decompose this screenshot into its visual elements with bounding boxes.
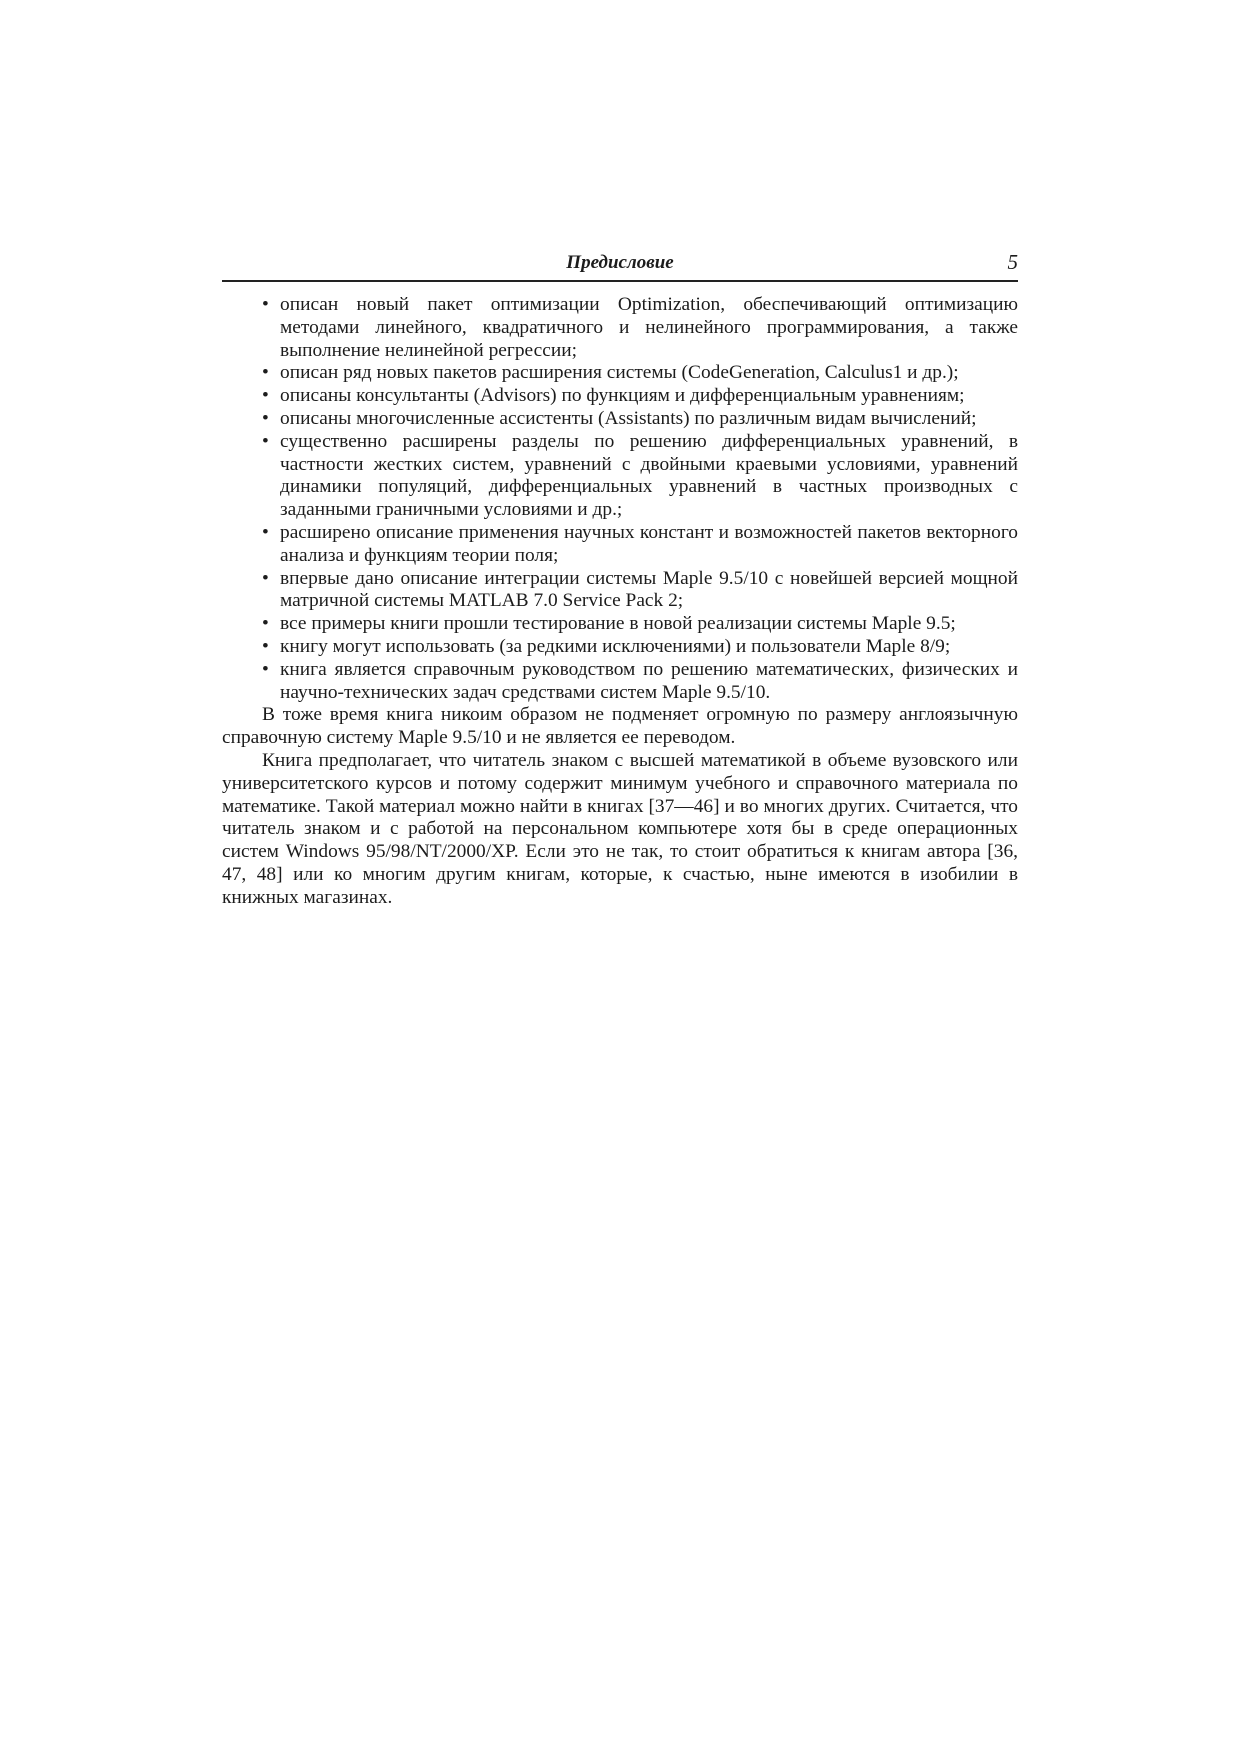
list-item-text: все примеры книги прошли тестирование в новой реализации системы Maple 9.5;: [280, 613, 956, 635]
list-item-text: описаны многочисленные ассистенты (Assistants) по различным видам вычислений;: [280, 407, 977, 429]
list-item: [262, 407, 1018, 431]
list-item-text: впервые дано описание интеграции системы Maple 9.5/10 с новейшей версией мощной матричной системы MATLAB 7.0 Service Pack 2;: [280, 567, 1018, 612]
running-title: Предисловие: [566, 252, 674, 273]
list-item: [262, 362, 1018, 385]
body-paragraph: Книга предполагает, что читатель знаком с высшей математикой в объеме вузовского или университетского курсов и потому содержит минимум учебного и справочного материала по математике. Такой материал можно найти в книгах [37—46] и во многих других. Считается, что читатель знаком и с работой на персональном компьютере хотя бы в среде операционных систем Windows 95/98/NT/2000/XP. Если это не так, то стоит обратиться к книгам автора [36, 47, 48] или ко многим другим книгам, которые, к счастью, ныне имеются в изобилии в книжных магазинах.: [222, 749, 1018, 908]
list-item-text: книга является справочным руководством по решению математических, физических и научно-технических задач средствами систем Maple 9.5/10.: [280, 658, 1018, 703]
list-item: [262, 430, 1018, 522]
bullet-icon: •: [262, 567, 269, 589]
bullet-icon: •: [262, 430, 269, 452]
page-number: 5: [1007, 250, 1018, 274]
list-item-text: расширено описание применения научных констант и возможностей пакетов векторного анализа и функциям теории поля;: [280, 521, 1018, 566]
list-item-text: описан ряд новых пакетов расширения системы (CodeGeneration, Calculus1 и др.);: [280, 362, 959, 384]
page-content: [222, 294, 1018, 910]
running-header: [222, 246, 1018, 282]
list-item: [262, 613, 1018, 636]
bullet-icon: •: [262, 294, 269, 315]
feature-list: [222, 294, 1018, 704]
bullet-icon: •: [262, 407, 269, 429]
book-page: [222, 246, 1018, 910]
bullet-icon: •: [262, 385, 269, 407]
bullet-icon: •: [262, 362, 269, 384]
list-item: [262, 521, 1018, 568]
list-item-text: описаны консультанты (Advisors) по функциям и дифференциальным уравнениям;: [280, 385, 965, 407]
bullet-icon: •: [262, 635, 269, 657]
bullet-icon: •: [262, 521, 269, 543]
bullet-icon: •: [262, 613, 269, 635]
list-item-text: книгу могут использовать (за редкими исключениями) и пользователи Maple 8/9;: [280, 635, 951, 657]
list-item: [262, 567, 1018, 614]
list-item: [262, 294, 1018, 362]
list-item-text: описан новый пакет оптимизации Optimization, обеспечивающий оптимизацию методами линейного, квадратичного и нелинейного программирования, а также выполнение нелинейной регрессии;: [280, 294, 1018, 361]
list-item: [262, 635, 1018, 659]
list-item: [262, 385, 1018, 408]
body-paragraph: В тоже время книга никоим образом не подменяет огромную по размеру англоязычную справочную систему Maple 9.5/10 и не является ее переводом.: [222, 704, 1018, 749]
bullet-icon: •: [262, 658, 269, 680]
list-item-text: существенно расширены разделы по решению дифференциальных уравнений, в частности жестких систем, уравнений с двойными краевыми условиями, уравнений динамики популяций, дифференциальных уравнений в частных производных с заданными граничными условиями и др.;: [280, 430, 1018, 521]
list-item: [262, 658, 1018, 705]
